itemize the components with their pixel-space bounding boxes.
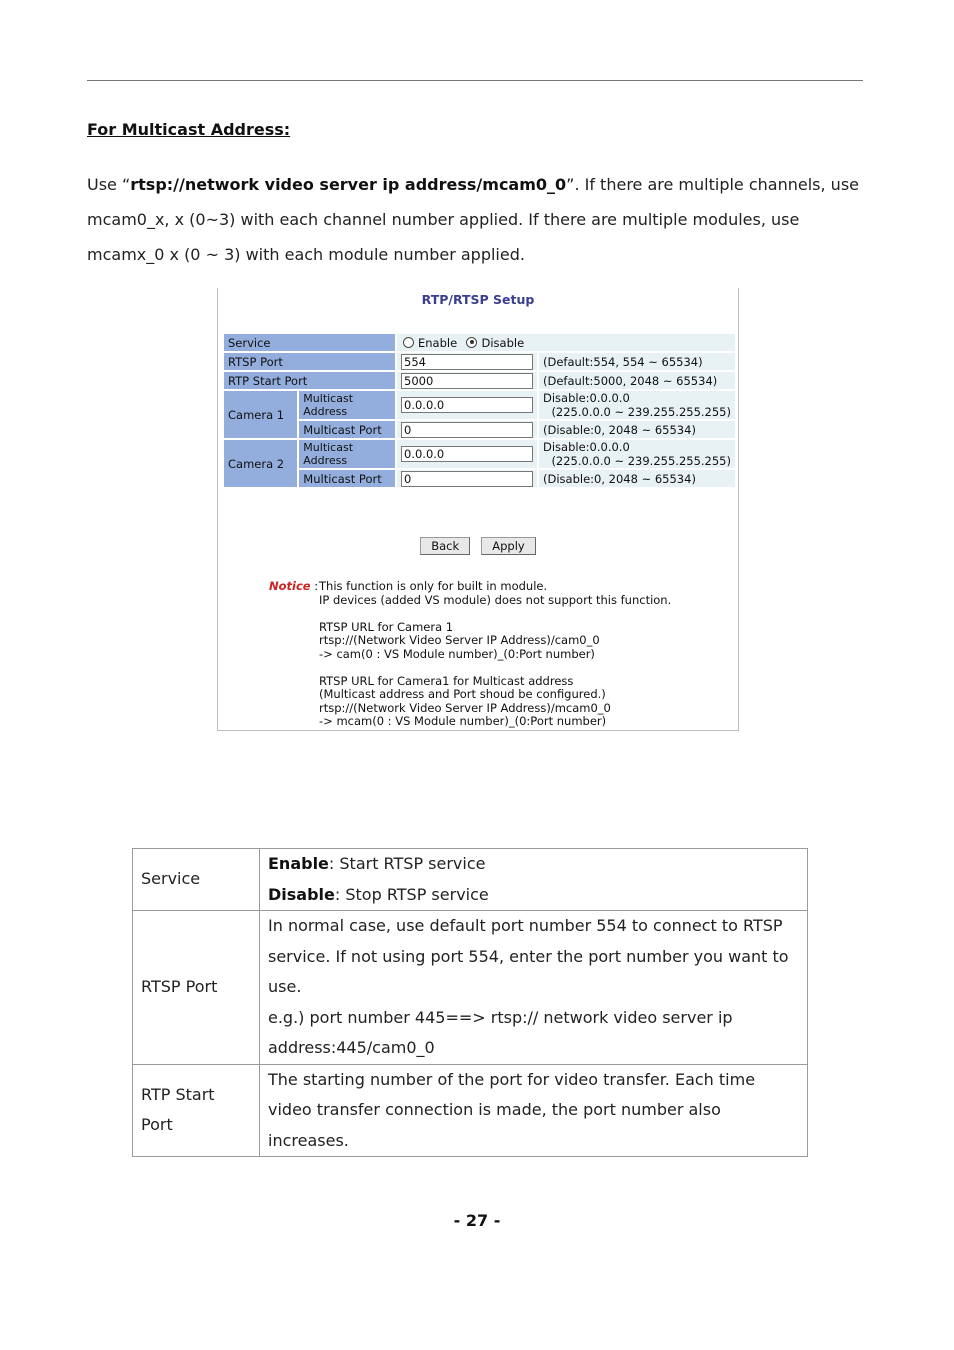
- cam2-address-label-1: Multicast: [303, 441, 354, 454]
- intro-line-2: mcam0_x, x (0~3) with each channel number applied. If there are multiple modules, use: [87, 210, 800, 229]
- apply-button[interactable]: Apply: [481, 537, 535, 555]
- enable-term: Enable: [268, 854, 329, 873]
- disable-desc: : Stop RTSP service: [334, 884, 489, 904]
- notice-line: rtsp://(Network Video Server IP Address)/mcam0_0: [319, 700, 611, 715]
- notice-spacer: [319, 661, 671, 675]
- cam2-address-hint: Disable:0.0.0.0: [543, 440, 630, 454]
- cam2-address-input[interactable]: 0.0.0.0: [401, 446, 533, 462]
- cam2-port-row: [224, 470, 735, 487]
- rtp-start-input[interactable]: 5000: [401, 373, 533, 389]
- cam1-address-range: (225.0.0.0 ~ 239.255.255.255): [551, 405, 731, 419]
- desc-line: The starting number of the port for video transfer. Each time: [268, 1069, 756, 1089]
- description-table: [132, 848, 808, 1157]
- cam2-address-cell: [397, 440, 537, 468]
- notice-spacer: [319, 607, 671, 621]
- desc-enable-line: [268, 849, 799, 880]
- intro-line-1: [87, 167, 859, 202]
- notice-label: Notice: [269, 579, 311, 593]
- desc-key-rtp-start: [133, 1064, 260, 1157]
- rtp-start-label: RTP Start Port: [224, 372, 395, 389]
- disable-label: Disable: [481, 335, 525, 350]
- intro-line-1-pre: Use “: [87, 175, 131, 194]
- desc-line: In normal case, use default port number 554 to connect to RTSP: [268, 916, 783, 935]
- rtsp-port-label: RTSP Port: [224, 353, 395, 370]
- rtsp-port-hint: (Default:554, 554 ~ 65534): [539, 353, 735, 370]
- rtsp-port-cell: [397, 353, 537, 370]
- cam1-address-hint-cell: [539, 391, 735, 419]
- service-label: Service: [224, 334, 395, 351]
- service-options: [397, 334, 735, 351]
- cam1-port-label: Multicast Port: [299, 421, 395, 438]
- button-row: [218, 535, 738, 555]
- enable-radio[interactable]: [403, 337, 414, 348]
- setup-form: [222, 332, 737, 489]
- cam1-address-label-2: Address: [303, 405, 348, 418]
- camera2-label: Camera 2: [224, 440, 297, 487]
- camera1-label: Camera 1: [224, 391, 297, 438]
- cam2-port-label: Multicast Port: [299, 470, 395, 487]
- desc-value-rtp-start: [260, 1064, 808, 1157]
- rtp-start-cell: [397, 372, 537, 389]
- cam2-address-range: (225.0.0.0 ~ 239.255.255.255): [551, 454, 731, 468]
- desc-row-service: [133, 849, 808, 911]
- desc-line: service. If not using port 554, enter the port number you want to: [268, 946, 789, 966]
- desc-disable-line: [268, 880, 799, 911]
- cam1-address-label: [299, 391, 395, 419]
- cam1-address-input[interactable]: 0.0.0.0: [401, 397, 533, 413]
- enable-label: Enable: [418, 335, 458, 350]
- cam2-port-hint: (Disable:0, 2048 ~ 65534): [539, 470, 735, 487]
- service-row: [224, 334, 735, 351]
- desc-line: address:445/cam0_0: [268, 1038, 435, 1057]
- desc-line: use.: [268, 977, 302, 996]
- cam1-address-hint: Disable:0.0.0.0: [543, 391, 630, 405]
- desc-row-rtp-start: [133, 1064, 808, 1157]
- notice-line: This function is only for built in module.: [319, 579, 548, 593]
- cam1-port-cell: [397, 421, 537, 438]
- desc-key-rtp-start-1: RTP Start: [141, 1084, 215, 1104]
- header-rule: [87, 80, 863, 81]
- back-button[interactable]: Back: [420, 537, 470, 555]
- notice-line: RTSP URL for Camera 1: [319, 619, 454, 634]
- cam2-address-label-2: Address: [303, 454, 348, 467]
- intro-line-3: mcamx_0 x (0 ~ 3) with each module number applied.: [87, 245, 525, 264]
- notice-body: [319, 580, 671, 729]
- rtp-start-row: [224, 372, 735, 389]
- desc-row-rtsp-port: [133, 911, 808, 1065]
- desc-value-service: [260, 849, 808, 911]
- rtsp-port-input[interactable]: 554: [401, 354, 533, 370]
- notice-colon: :: [314, 579, 319, 593]
- cam2-port-input[interactable]: 0: [401, 471, 533, 487]
- cam1-port-hint: (Disable:0, 2048 ~ 65534): [539, 421, 735, 438]
- desc-key-rtsp-port: RTSP Port: [133, 911, 260, 1065]
- notice-line: -> mcam(0 : VS Module number)_(0:Port number): [319, 714, 607, 728]
- cam1-address-row: [224, 391, 735, 419]
- cam1-address-cell: [397, 391, 537, 419]
- notice-line: rtsp://(Network Video Server IP Address)/cam0_0: [319, 633, 600, 647]
- desc-line: e.g.) port number 445==> rtsp:// network video server ip: [268, 1007, 733, 1027]
- cam1-port-row: [224, 421, 735, 438]
- setup-table: [222, 332, 737, 489]
- notice-block: [269, 579, 672, 728]
- desc-value-rtsp-port: [260, 911, 808, 1065]
- cam1-port-input[interactable]: 0: [401, 422, 533, 438]
- notice-line: IP devices (added VS module) does not support this function.: [319, 592, 672, 607]
- intro-line-1-post: ”. If there are multiple channels, use: [566, 175, 859, 194]
- intro-paragraph: [87, 167, 859, 272]
- multicast-url: rtsp://network video server ip address/mcam0_0: [130, 175, 567, 194]
- notice-line: -> cam(0 : VS Module number)_(0:Port number): [319, 646, 595, 661]
- desc-line: increases.: [268, 1130, 349, 1150]
- disable-radio[interactable]: [466, 337, 477, 348]
- cam1-address-label-1: Multicast: [303, 392, 354, 405]
- rtp-start-hint: (Default:5000, 2048 ~ 65534): [539, 372, 735, 389]
- rtp-rtsp-setup-screenshot: [217, 288, 739, 731]
- desc-key-rtp-start-2: Port: [141, 1115, 173, 1135]
- rtsp-port-row: [224, 353, 735, 370]
- setup-title: RTP/RTSP Setup: [421, 292, 535, 307]
- section-heading: For Multicast Address:: [87, 120, 291, 139]
- page-number: - 27 -: [453, 1211, 501, 1230]
- cam2-address-row: [224, 440, 735, 468]
- enable-desc: : Start RTSP service: [328, 854, 486, 873]
- cam2-port-cell: [397, 470, 537, 487]
- disable-term: Disable: [268, 884, 335, 904]
- desc-key-service: Service: [133, 849, 260, 911]
- cam2-address-label: [299, 440, 395, 468]
- desc-line: video transfer connection is made, the port number also: [268, 1100, 721, 1119]
- notice-line: RTSP URL for Camera1 for Multicast address: [319, 673, 574, 688]
- cam2-address-hint-cell: [539, 440, 735, 468]
- notice-line: (Multicast address and Port shoud be configured.): [319, 687, 606, 701]
